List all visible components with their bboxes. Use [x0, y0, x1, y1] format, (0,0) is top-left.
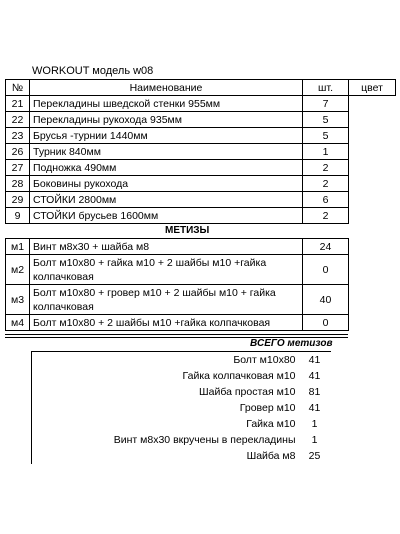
table-row — [32, 400, 331, 416]
row-name: Брусья -турнии 1440мм — [30, 128, 303, 144]
row-name: Болт м10х80 + гровер м10 + 2 шайбы м10 + гайка колпачковая — [30, 285, 303, 315]
summary-qty: 41 — [308, 401, 321, 414]
summary-name: Болт м10х80 — [32, 352, 299, 368]
row-num: 27 — [6, 160, 30, 176]
hardware-table — [5, 238, 349, 331]
row-num: 26 — [6, 144, 30, 160]
table-row — [32, 432, 331, 448]
summary-qty: 1 — [311, 433, 318, 446]
table-row — [6, 285, 349, 315]
summary-name: Шайба простая м10 — [32, 384, 299, 400]
summary-name: Гайка м10 — [32, 416, 299, 432]
color-header-table — [348, 79, 396, 96]
summary-name: Шайба м8 — [32, 448, 299, 464]
row-name: Перекладины рукохода 935мм — [30, 112, 303, 128]
table-row — [6, 176, 349, 192]
table-row — [6, 96, 349, 112]
table-row — [32, 384, 331, 400]
summary-qty: 81 — [308, 385, 321, 398]
summary-qty: 1 — [311, 417, 318, 430]
summary-qty: 41 — [308, 369, 321, 382]
row-num: 28 — [6, 176, 30, 192]
row-num: м1 — [6, 239, 30, 255]
summary-name: Винт м8х30 вкручены в перекладины — [32, 432, 299, 448]
row-qty: 5 — [303, 128, 349, 144]
row-qty: 2 — [303, 176, 349, 192]
row-qty: 2 — [303, 160, 349, 176]
row-qty: 2 — [303, 208, 349, 224]
row-num: 21 — [6, 96, 30, 112]
row-qty: 5 — [303, 112, 349, 128]
table-row — [6, 315, 349, 331]
row-name: СТОЙКИ брусьев 1600мм — [30, 208, 303, 224]
parts-header-row — [6, 80, 349, 96]
row-qty: 0 — [303, 255, 349, 285]
header-qty: шт. — [303, 80, 349, 96]
page-title: WORKOUT модель w08 — [32, 65, 154, 77]
row-name: Подножка 490мм — [30, 160, 303, 176]
row-name: Болт м10х80 + 2 шайбы м10 +гайка колпачковая — [30, 315, 303, 331]
summary-table — [31, 351, 331, 464]
row-num: м4 — [6, 315, 30, 331]
table-row — [6, 128, 349, 144]
row-qty: 0 — [303, 315, 349, 331]
row-num: 9 — [6, 208, 30, 224]
summary-qty: 41 — [299, 352, 331, 368]
table-row — [6, 255, 349, 285]
summary-title: ВСЕГО метизов — [250, 338, 333, 349]
summary-name: Гайка колпачковая м10 — [32, 368, 299, 384]
row-num: м3 — [6, 285, 30, 315]
table-row — [6, 160, 349, 176]
row-name: СТОЙКИ 2800мм — [30, 192, 303, 208]
table-row — [32, 352, 331, 368]
table-row — [6, 208, 349, 224]
summary-qty: 25 — [308, 449, 321, 462]
row-num: 29 — [6, 192, 30, 208]
table-row — [6, 192, 349, 208]
row-num: м2 — [6, 255, 30, 285]
row-qty: 7 — [303, 96, 349, 112]
table-row — [32, 416, 331, 432]
table-row — [6, 144, 349, 160]
row-name: Винт м8х30 + шайба м8 — [30, 239, 303, 255]
header-name: Наименование — [30, 80, 303, 96]
row-qty: 1 — [303, 144, 349, 160]
row-name: Турник 840мм — [30, 144, 303, 160]
row-num: 23 — [6, 128, 30, 144]
hardware-title: МЕТИЗЫ — [165, 225, 210, 236]
table-row — [6, 239, 349, 255]
row-num: 22 — [6, 112, 30, 128]
table-row — [32, 448, 331, 464]
row-qty: 40 — [303, 285, 349, 315]
row-qty: 24 — [303, 239, 349, 255]
row-name: Болт м10х80 + гайка м10 + 2 шайбы м10 +гайка колпачковая — [30, 255, 303, 285]
header-color: цвет — [349, 80, 396, 96]
parts-table — [5, 79, 349, 224]
row-name: Перекладины шведской стенки 955мм — [30, 96, 303, 112]
header-num: № — [6, 80, 30, 96]
row-qty: 6 — [303, 192, 349, 208]
table-row — [6, 112, 349, 128]
table-row — [32, 368, 331, 384]
summary-name: Гровер м10 — [32, 400, 299, 416]
row-name: Боковины рукохода — [30, 176, 303, 192]
